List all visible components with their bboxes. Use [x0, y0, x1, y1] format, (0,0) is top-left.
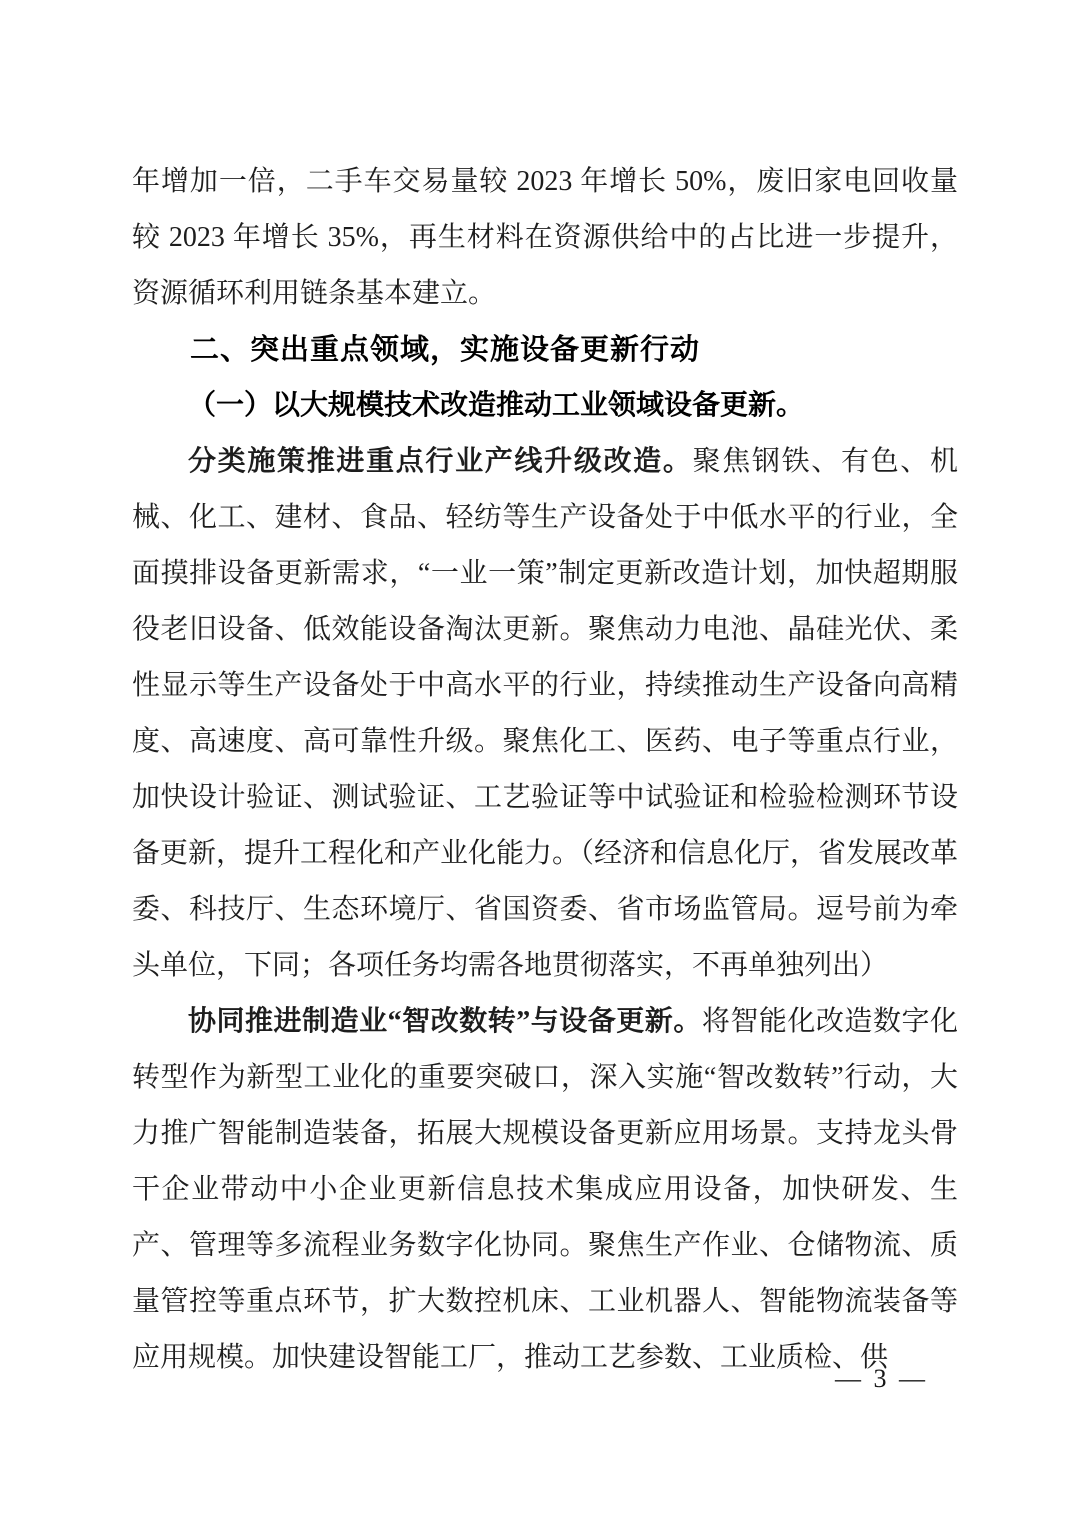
- paragraph-smart-digital: [132, 994, 958, 1386]
- paragraph-industry-equipment: [132, 434, 958, 994]
- page-number: — 3 —: [835, 1364, 928, 1393]
- subsection-heading: （一）以大规模技术改造推动工业领域设备更新。: [188, 390, 805, 421]
- section-heading: 二、突出重点领域，实施设备更新行动: [190, 334, 701, 366]
- paragraph-lead-digital: 协同推进制造业“智改数转”与设备更新。: [188, 1006, 702, 1037]
- paragraph-text-digital: 将智能化改造数字化转型作为新型工业化的重要突破口，深入实施“智改数转”行动，大力推广智能制造装备，拓展大规模设备更新应用场景。支持龙头骨干企业带动中小企业更新信息技术集成应用设备，加快研发、生产、管理等多流程业务数字化协同。聚焦生产作业、仓储物流、质量管控等重点环节，扩大数控机床、工业机器人、智能物流装备等应用规模。加快建设智能工厂，推动工艺参数、工业质检、供: [132, 1006, 958, 1373]
- document-body: [132, 154, 958, 1386]
- paragraph-lead-industry: 分类施策推进重点行业产线升级改造。: [188, 446, 693, 477]
- paragraph-text-industry: 聚焦钢铁、有色、机械、化工、建材、食品、轻纺等生产设备处于中低水平的行业，全面摸排设备更新需求，“一业一策”制定更新改造计划，加快超期服役老旧设备、低效能设备淘汰更新。聚焦动力电池、晶硅光伏、柔性显示等生产设备处于中高水平的行业，持续推动生产设备向高精度、高速度、高可靠性升级。聚焦化工、医药、电子等重点行业，加快设计验证、测试验证、工艺验证等中试验证和检验检测环节设备更新，提升工程化和产业化能力。（经济和信息化厅，省发展改革委、科技厅、生态环境厅、省国资委、省市场监管局。逗号前为牵头单位，下同；各项任务均需各地贯彻落实，不再单独列出）: [132, 446, 959, 981]
- paragraph-continuation: 年增加一倍，二手车交易量较 2023 年增长 50%，废旧家电回收量较 2023 年增长 35%，再生材料在资源供给中的占比进一步提升，资源循环利用链条基本建立。: [132, 166, 958, 309]
